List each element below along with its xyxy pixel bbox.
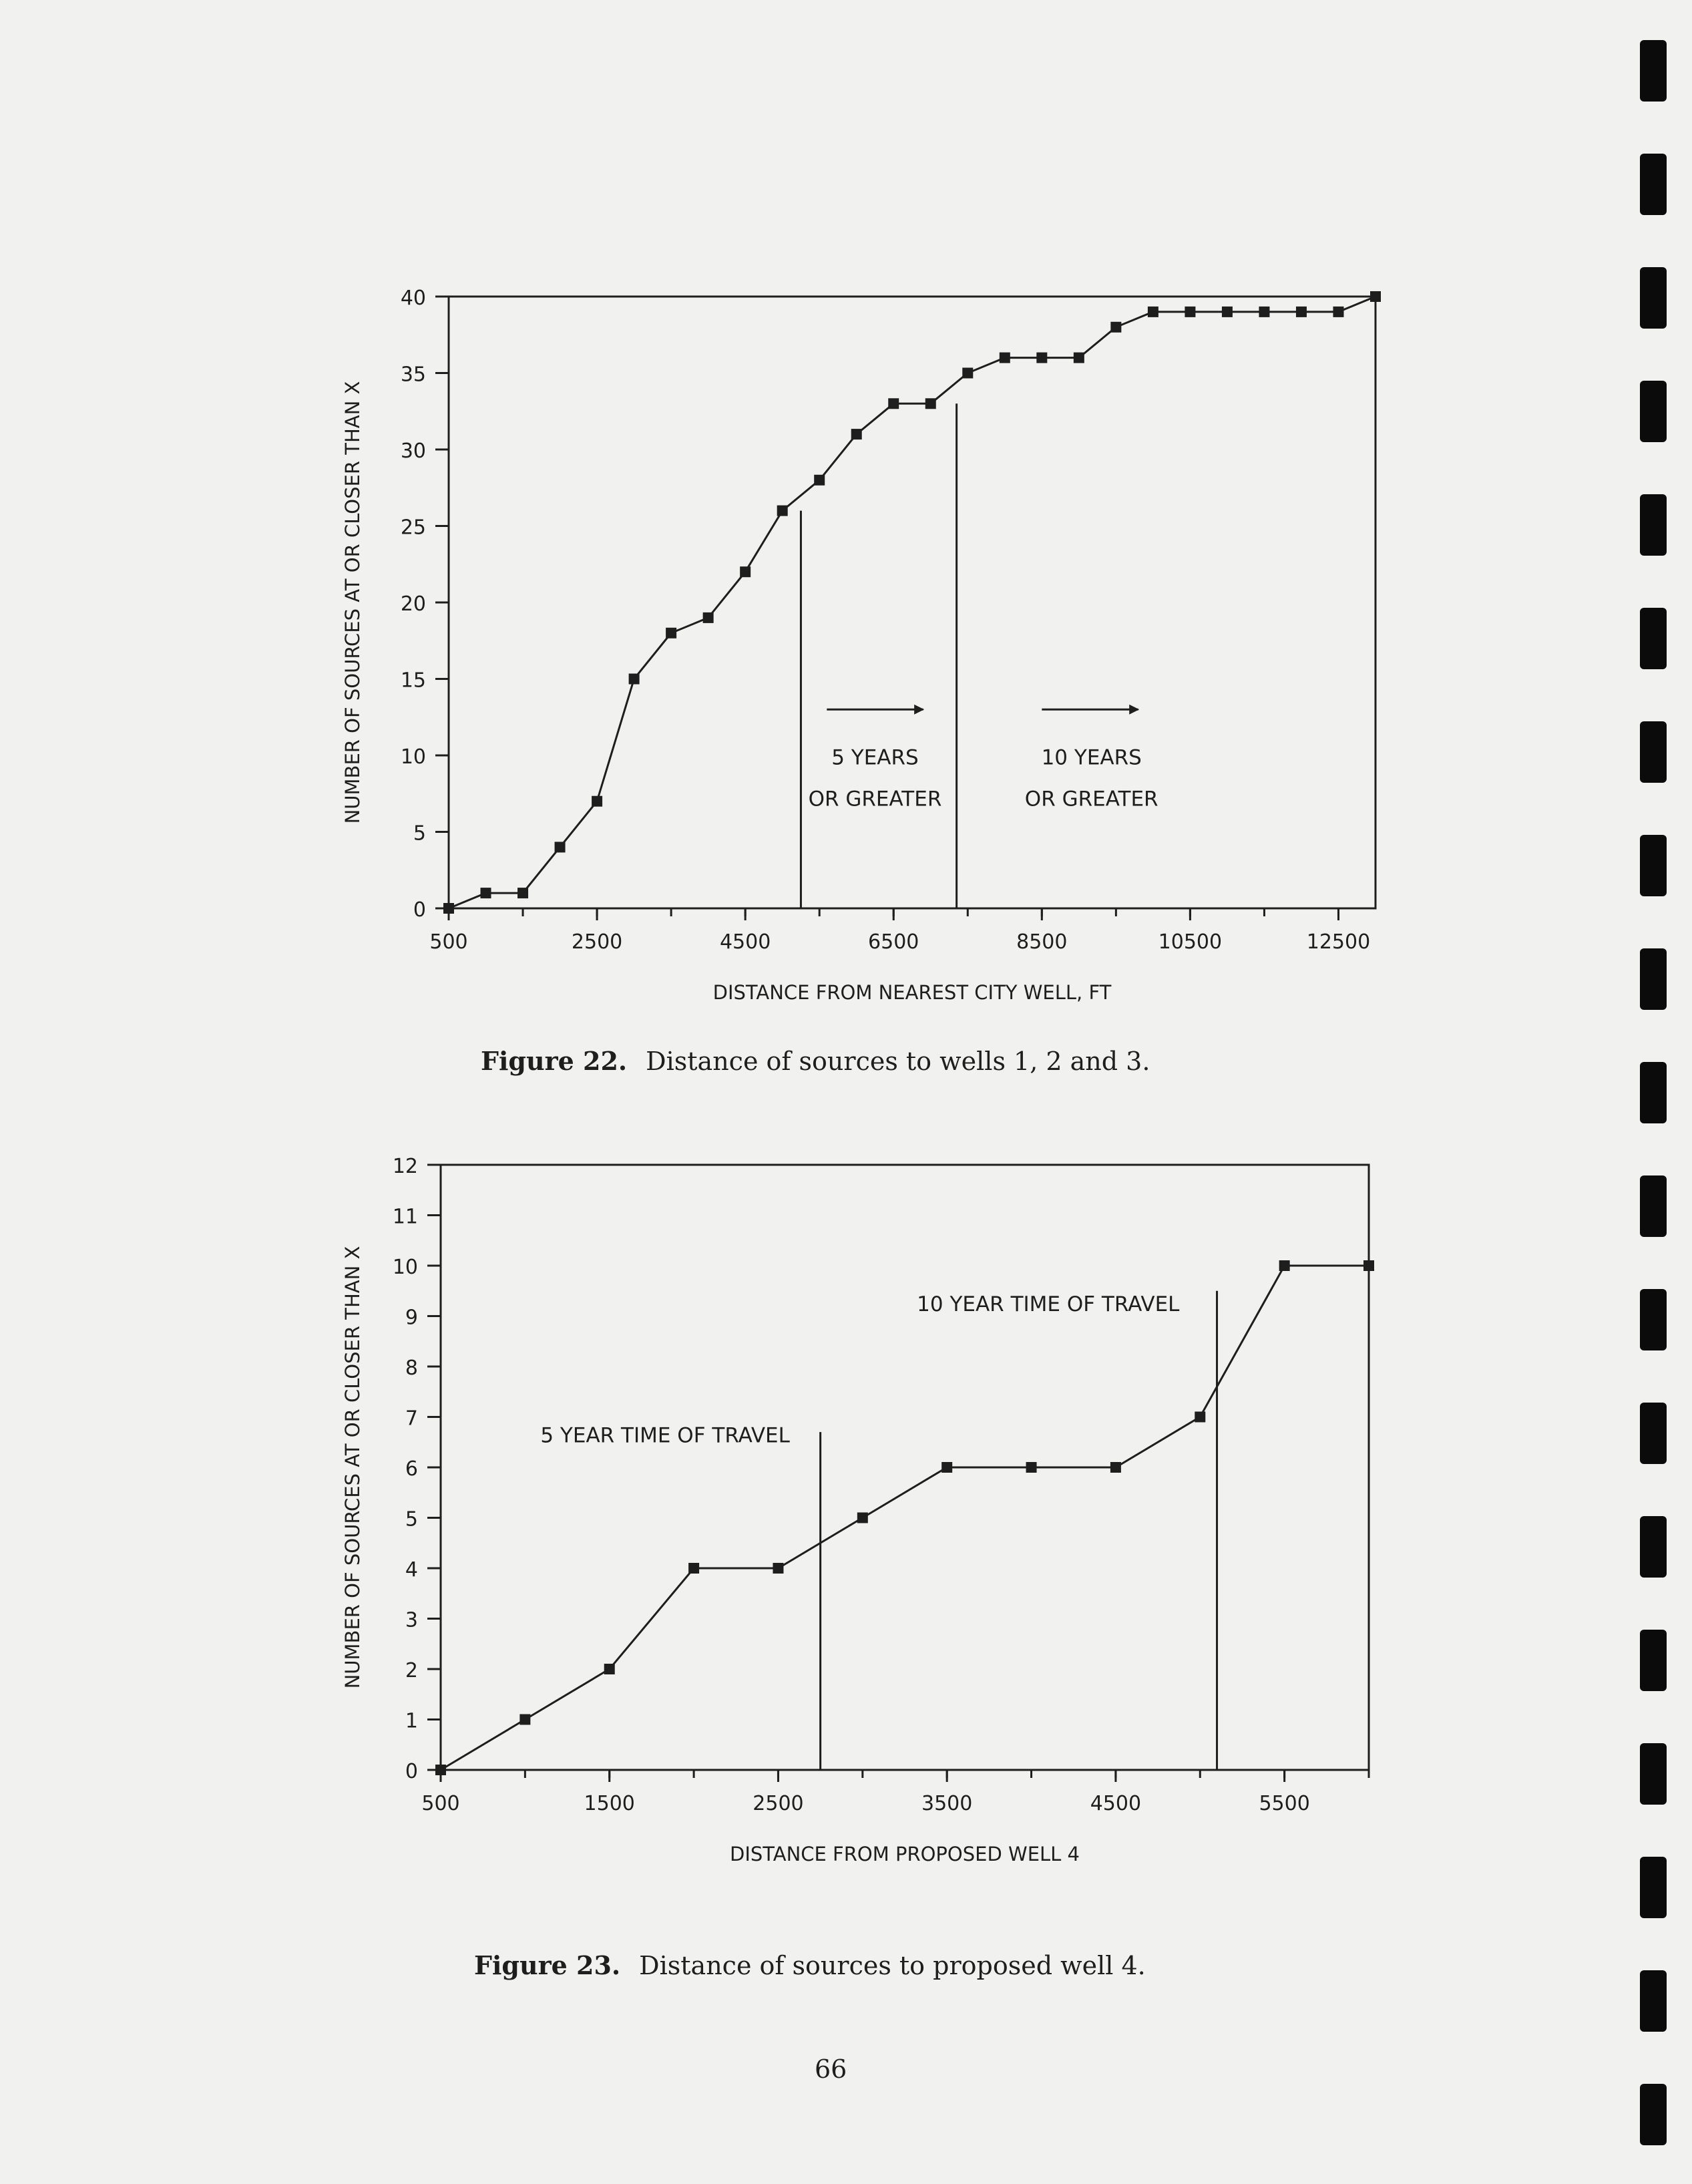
x-tick-label: 1500	[584, 1792, 635, 1815]
data-point	[1026, 1462, 1037, 1473]
y-tick-label: 5	[413, 822, 426, 846]
y-tick-label: 0	[405, 1760, 418, 1783]
x-tick-label: 6500	[868, 930, 919, 954]
figure-23-chart	[0, 1122, 1469, 1883]
data-point	[1074, 353, 1084, 363]
x-tick-label: 8500	[1016, 930, 1068, 954]
x-tick-label: 2500	[571, 930, 623, 954]
data-point	[962, 368, 973, 379]
annotation-text: OR GREATER	[1024, 787, 1158, 811]
annotation-text: 5 YEAR TIME OF TRAVEL	[540, 1423, 790, 1448]
y-tick-label: 11	[392, 1205, 418, 1229]
x-tick-label: 5500	[1259, 1792, 1310, 1815]
binding-edge-marks	[1640, 40, 1673, 2144]
data-point	[773, 1563, 783, 1574]
data-point	[1363, 1260, 1374, 1271]
data-point	[857, 1513, 868, 1523]
y-tick-label: 7	[405, 1407, 418, 1431]
annotation-text: OR GREATER	[808, 787, 942, 811]
data-point	[851, 429, 862, 439]
y-tick-label: 35	[400, 363, 426, 387]
data-point	[1370, 291, 1381, 302]
data-point	[435, 1765, 446, 1775]
y-tick-label: 25	[400, 516, 426, 540]
data-point	[1195, 1412, 1205, 1423]
data-series-line	[449, 297, 1376, 908]
y-tick-label: 40	[400, 287, 426, 310]
data-point	[1000, 353, 1010, 363]
data-point	[1222, 307, 1233, 317]
y-tick-label: 0	[413, 898, 426, 922]
page-number: 66	[815, 2054, 847, 2084]
x-tick-label: 2500	[753, 1792, 804, 1815]
y-axis-label: NUMBER OF SOURCES AT OR CLOSER THAN X	[341, 1246, 364, 1689]
figure-22-caption-text: Distance of sources to wells 1, 2 and 3.	[646, 1047, 1150, 1076]
data-point	[1110, 322, 1121, 333]
y-tick-label: 10	[392, 1256, 418, 1279]
y-tick-label: 20	[400, 592, 426, 616]
data-point	[888, 398, 899, 409]
data-point	[517, 888, 528, 898]
data-point	[1279, 1260, 1290, 1271]
annotation-text: 10 YEAR TIME OF TRAVEL	[917, 1292, 1180, 1316]
data-point	[740, 566, 751, 577]
data-point	[1148, 307, 1158, 317]
x-axis-label: DISTANCE FROM NEAREST CITY WELL, FT	[712, 981, 1112, 1004]
y-tick-label: 8	[405, 1356, 418, 1380]
data-point	[1110, 1462, 1121, 1473]
data-point	[1333, 307, 1343, 317]
y-tick-label: 10	[400, 745, 426, 769]
data-point	[777, 506, 788, 516]
data-point	[1185, 307, 1195, 317]
x-tick-label: 12500	[1306, 930, 1371, 954]
x-tick-label: 3500	[921, 1792, 973, 1815]
data-point	[814, 475, 825, 486]
y-tick-label: 30	[400, 439, 426, 463]
x-tick-label: 500	[421, 1792, 460, 1815]
x-tick-label: 4500	[719, 930, 771, 954]
y-tick-label: 15	[400, 669, 426, 693]
data-point	[1036, 353, 1047, 363]
data-point	[925, 398, 936, 409]
plot-frame	[449, 297, 1376, 908]
figure-23-caption	[474, 1950, 1146, 1980]
x-axis-label: DISTANCE FROM PROPOSED WELL 4	[729, 1843, 1080, 1865]
y-tick-label: 12	[392, 1155, 418, 1178]
data-point	[688, 1563, 699, 1574]
y-tick-label: 9	[405, 1306, 418, 1330]
annotation-text: 5 YEARS	[831, 745, 919, 770]
x-tick-label: 10500	[1158, 930, 1223, 954]
data-point	[629, 674, 640, 685]
y-tick-label: 3	[405, 1608, 418, 1632]
data-point	[941, 1462, 952, 1473]
figure-22-chart	[0, 254, 1469, 1022]
data-series-line	[441, 1266, 1369, 1770]
data-point	[1259, 307, 1269, 317]
y-tick-label: 4	[405, 1558, 418, 1582]
data-point	[555, 842, 566, 852]
figure-22-caption	[481, 1046, 1150, 1076]
data-point	[481, 888, 491, 898]
y-tick-label: 1	[405, 1709, 418, 1733]
data-point	[703, 612, 714, 623]
x-tick-label: 500	[429, 930, 468, 954]
y-tick-label: 5	[405, 1507, 418, 1531]
y-tick-label: 6	[405, 1457, 418, 1481]
figure-22-caption-label: Figure 22.	[481, 1046, 628, 1076]
data-point	[666, 628, 676, 639]
y-tick-label: 2	[405, 1659, 418, 1682]
figure-23-caption-label: Figure 23.	[474, 1950, 621, 1980]
data-point	[443, 903, 454, 914]
data-point	[604, 1664, 615, 1674]
plot-frame	[441, 1165, 1369, 1770]
figure-23-caption-text: Distance of sources to proposed well 4.	[639, 1951, 1146, 1980]
x-tick-label: 4500	[1090, 1792, 1142, 1815]
data-point	[592, 796, 602, 807]
data-point	[519, 1714, 530, 1725]
annotation-text: 10 YEARS	[1041, 745, 1142, 770]
y-axis-label: NUMBER OF SOURCES AT OR CLOSER THAN X	[341, 381, 364, 824]
data-point	[1296, 307, 1307, 317]
